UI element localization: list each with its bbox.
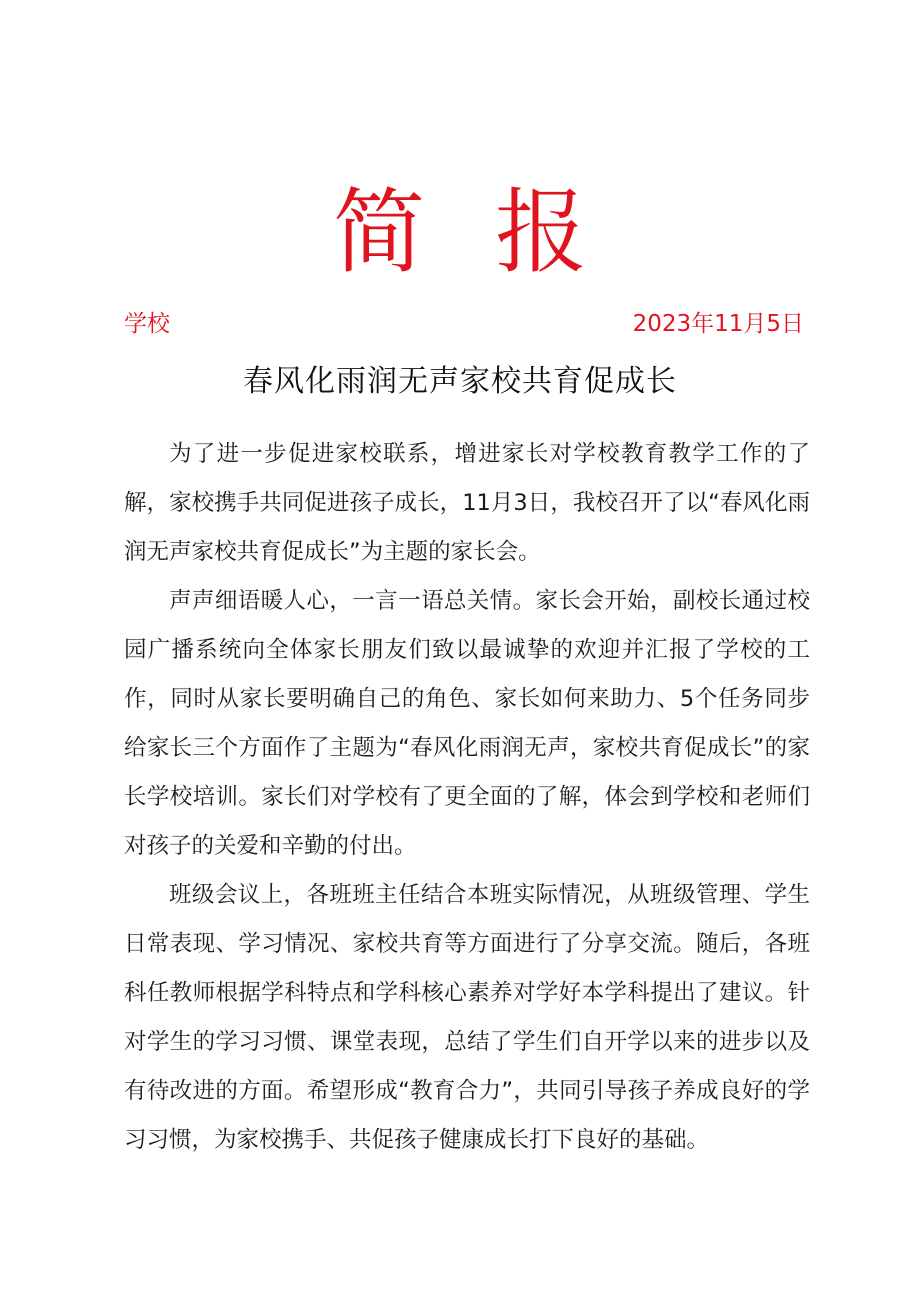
issue-date: 2023年11月5日 <box>632 311 804 337</box>
paragraph-1: 为了进一步促进家校联系，增进家长对学校教育教学工作的了解，家校携手共同促进孩子成长，11月3日，我校召开了以“春风化雨润无声家校共育促成长”为主题的家长会。 <box>124 441 810 565</box>
masthead-title: 简报 <box>332 179 657 286</box>
organization-label: 学校 <box>124 311 170 337</box>
article-headline: 春风化雨润无声家校共育促成长 <box>243 364 677 399</box>
article-body <box>124 430 810 1165</box>
paragraph-2: 声声细语暖人心，一言一语总关情。家长会开始，副校长通过校园广播系统向全体家长朋友们致以最诚挚的欢迎并汇报了学校的工作，同时从家长要明确自己的角色、家长如何来助力、5个任务同步给家长三个方面作了主题为“春风化雨润无声，家校共育促成长”的家长学校培训。家长们对学校有了更全面的了解，体会到学校和老师们对孩子的关爱和辛勤的付出。 <box>124 588 810 859</box>
meta-row <box>124 306 804 342</box>
paragraph-3: 班级会议上，各班班主任结合本班实际情况，从班级管理、学生日常表现、学习情况、家校共育等方面进行了分享交流。随后，各班科任教师根据学科特点和学科核心素养对学好本学科提出了建议。针对学生的学习习惯、课堂表现，总结了学生们自开学以来的进步以及有待改进的方面。希望形成“教育合力”，共同引导孩子养成良好的学习习惯，为家校携手、共促孩子健康成长打下良好的基础。 <box>124 882 810 1153</box>
